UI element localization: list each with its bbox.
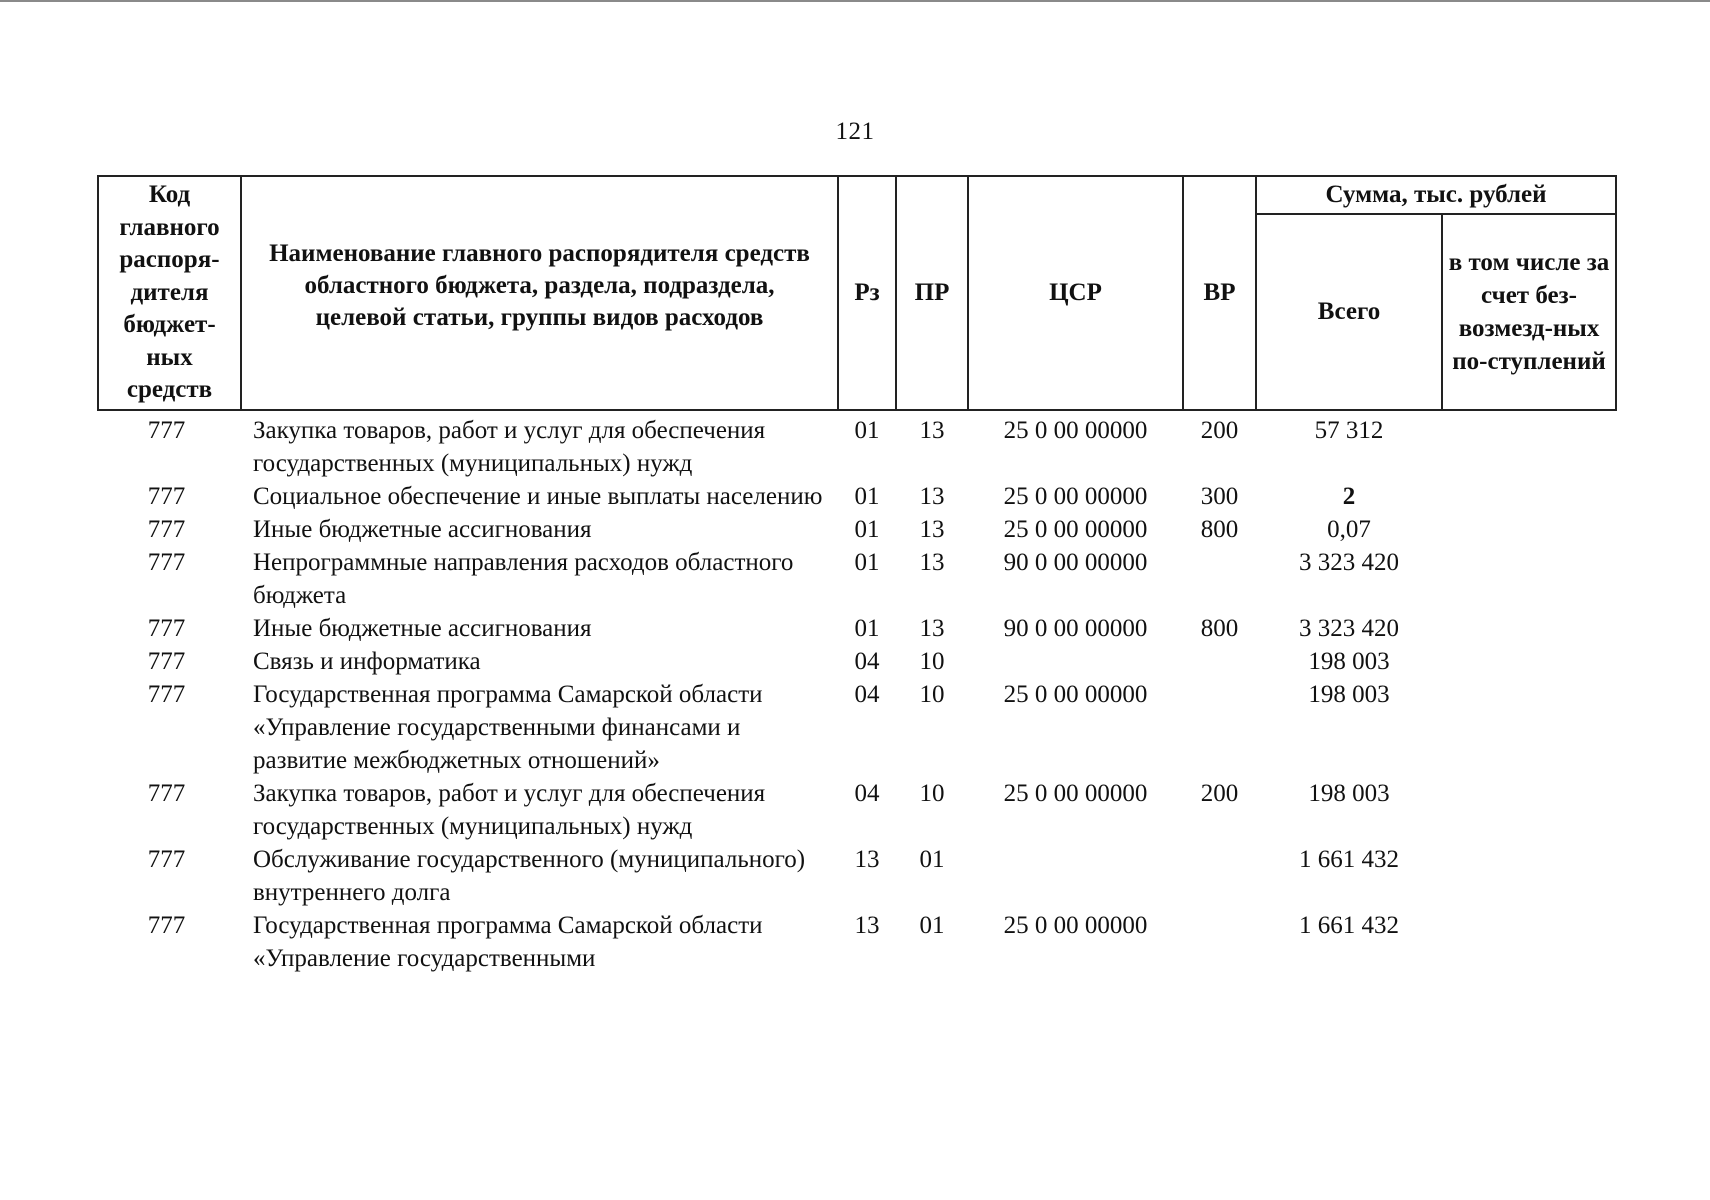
table-row	[98, 480, 1616, 513]
header-pr: ПР	[896, 176, 968, 410]
table-header	[98, 176, 1616, 410]
cell-rz: 01	[854, 614, 880, 642]
cell-free	[1442, 777, 1616, 843]
cell-pr: 13	[919, 614, 945, 642]
cell-free	[1442, 843, 1616, 909]
header-name: Наименование главного распорядителя средств областного бюджета, раздела, подраздела, целевой статьи, группы видов расходов	[241, 176, 838, 410]
cell-rz: 01	[854, 482, 880, 510]
cell-name: Иные бюджетные ассигнования	[253, 515, 592, 543]
cell-pr: 13	[919, 515, 945, 543]
header-total: Всего	[1256, 214, 1442, 410]
cell-pr: 10	[919, 779, 945, 807]
cell-rz: 04	[854, 680, 880, 708]
table-row	[98, 410, 1616, 480]
cell-pr: 13	[919, 548, 945, 576]
table-row	[98, 645, 1616, 678]
cell-name: Связь и информатика	[253, 647, 481, 675]
table-row	[98, 777, 1616, 843]
cell-vr	[1183, 645, 1256, 678]
top-rule	[0, 0, 1710, 2]
table-row	[98, 843, 1616, 909]
cell-rz: 04	[854, 647, 880, 675]
cell-csr: 25 0 00 00000	[1003, 680, 1148, 708]
cell-pr: 10	[919, 680, 945, 708]
cell-total: 1 661 432	[1299, 911, 1399, 939]
cell-rz: 01	[854, 548, 880, 576]
cell-name: Обслуживание государственного (муниципального) внутреннего долга	[253, 845, 806, 906]
cell-pr: 13	[919, 482, 945, 510]
cell-vr: 300	[1200, 482, 1239, 510]
cell-csr: 25 0 00 00000	[1003, 515, 1148, 543]
cell-vr: 200	[1200, 416, 1239, 444]
cell-free	[1442, 410, 1616, 480]
cell-name: Государственная программа Самарской области «Управление государственными	[253, 911, 763, 972]
cell-vr	[1183, 678, 1256, 777]
cell-code: 777	[147, 779, 186, 807]
header-rz: Рз	[838, 176, 896, 410]
cell-code: 777	[147, 482, 186, 510]
cell-total: 57 312	[1314, 416, 1384, 444]
cell-total: 3 323 420	[1299, 548, 1399, 576]
cell-code: 777	[147, 614, 186, 642]
cell-pr: 10	[919, 647, 945, 675]
cell-pr: 13	[919, 416, 945, 444]
cell-rz: 01	[854, 416, 880, 444]
header-code: Код главного распоря-дителя бюджет-ных средств	[98, 176, 241, 410]
cell-name: Закупка товаров, работ и услуг для обеспечения государственных (муниципальных) нужд	[253, 779, 766, 840]
cell-name: Иные бюджетные ассигнования	[253, 614, 592, 642]
cell-vr: 800	[1200, 614, 1239, 642]
cell-code: 777	[147, 845, 186, 873]
cell-free	[1442, 546, 1616, 612]
cell-total: 0,07	[1327, 515, 1371, 543]
cell-csr: 90 0 00 00000	[1003, 548, 1148, 576]
cell-code: 777	[147, 548, 186, 576]
header-free: в том числе за счет без-возмезд-ных по-ступлений	[1442, 214, 1616, 410]
cell-free	[1442, 645, 1616, 678]
cell-total: 198 003	[1308, 779, 1390, 807]
cell-rz: 13	[854, 845, 880, 873]
cell-rz: 01	[854, 515, 880, 543]
cell-code: 777	[147, 416, 186, 444]
cell-vr	[1183, 843, 1256, 909]
cell-vr	[1183, 909, 1256, 975]
cell-vr: 200	[1200, 779, 1239, 807]
cell-rz: 13	[854, 911, 880, 939]
cell-code: 777	[147, 680, 186, 708]
page-number: 121	[835, 118, 875, 145]
cell-csr: 25 0 00 00000	[1003, 416, 1148, 444]
table-row	[98, 612, 1616, 645]
cell-csr	[968, 645, 1183, 678]
cell-total: 198 003	[1308, 647, 1390, 675]
budget-table	[97, 175, 1617, 975]
cell-free	[1442, 909, 1616, 975]
cell-csr	[968, 843, 1183, 909]
cell-rz: 04	[854, 779, 880, 807]
cell-name: Непрограммные направления расходов областного бюджета	[253, 548, 794, 609]
header-csr: ЦСР	[968, 176, 1183, 410]
table-body	[98, 410, 1616, 975]
cell-csr: 25 0 00 00000	[1003, 482, 1148, 510]
cell-pr: 01	[919, 911, 945, 939]
cell-code: 777	[147, 647, 186, 675]
cell-free	[1442, 612, 1616, 645]
cell-free	[1442, 480, 1616, 513]
cell-total: 3 323 420	[1299, 614, 1399, 642]
cell-csr: 25 0 00 00000	[1003, 779, 1148, 807]
cell-vr: 800	[1200, 515, 1239, 543]
table-row	[98, 909, 1616, 975]
cell-total: 1 661 432	[1299, 845, 1399, 873]
cell-csr: 25 0 00 00000	[1003, 911, 1148, 939]
cell-code: 777	[147, 515, 186, 543]
cell-total: 2	[1342, 482, 1356, 510]
cell-name: Социальное обеспечение и иные выплаты населению	[253, 482, 823, 510]
cell-name: Закупка товаров, работ и услуг для обеспечения государственных (муниципальных) нужд	[253, 416, 766, 477]
table-row	[98, 678, 1616, 777]
cell-free	[1442, 678, 1616, 777]
cell-free	[1442, 513, 1616, 546]
table-row	[98, 513, 1616, 546]
header-vr: ВР	[1183, 176, 1256, 410]
cell-vr	[1183, 546, 1256, 612]
cell-csr: 90 0 00 00000	[1003, 614, 1148, 642]
cell-total: 198 003	[1308, 680, 1390, 708]
cell-name: Государственная программа Самарской области «Управление государственными финансами и развитие межбюджетных отношений»	[253, 680, 763, 774]
header-sum: Сумма, тыс. рублей	[1256, 176, 1616, 214]
cell-code: 777	[147, 911, 186, 939]
cell-pr: 01	[919, 845, 945, 873]
table-row	[98, 546, 1616, 612]
